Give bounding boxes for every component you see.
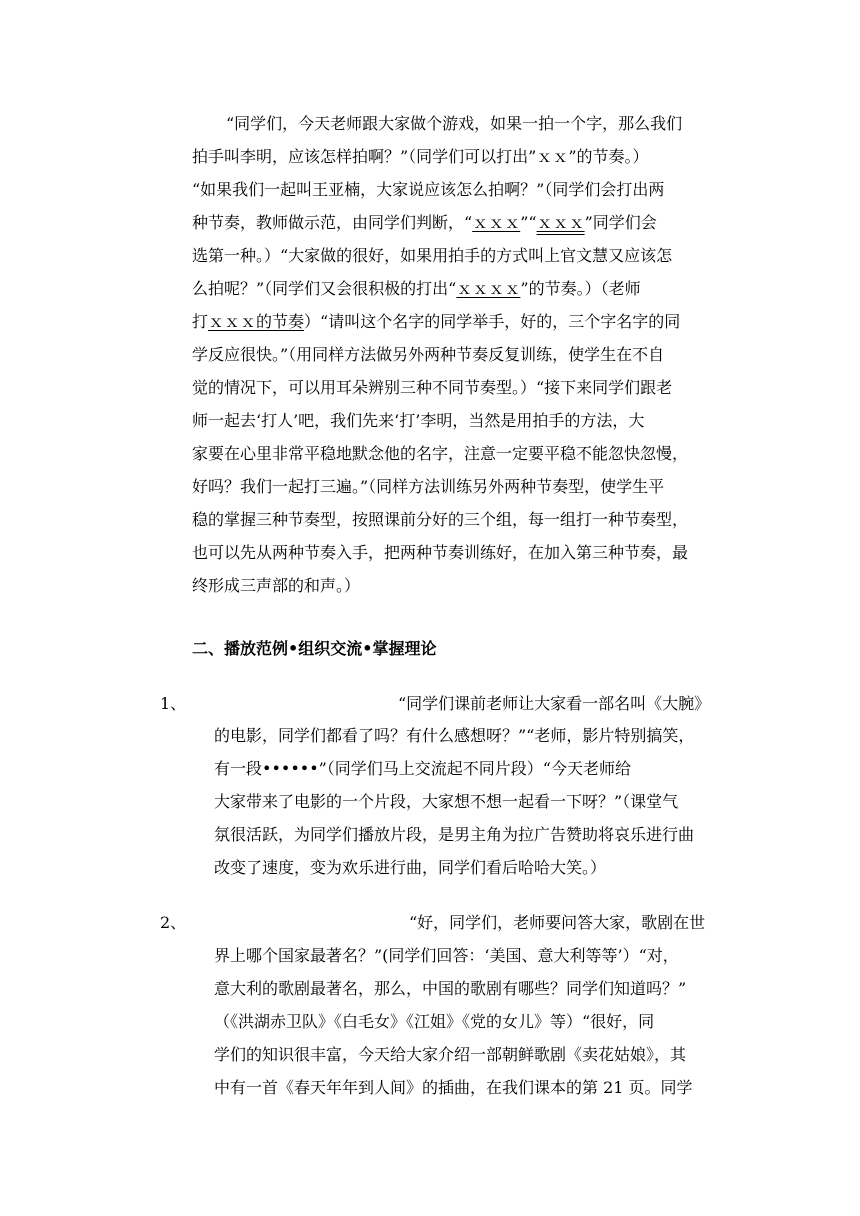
paragraph-line [192, 312, 680, 332]
list-item-line: “好，同学们，老师要问答大家，歌剧在世 [409, 913, 706, 932]
list-item-line: 的电影，同学们都看了吗？有什么感想呀？”“老师，影片特别搞笑， [214, 726, 695, 745]
list-item-line: 改变了速度，变为欢乐进行曲，同学们看后哈哈大笑。） [214, 858, 607, 877]
paragraph-line: 好吗？我们一起打三遍。”（同样方法训练另外两种节奏型，使学生平 [192, 477, 665, 496]
list-number: 2、 [160, 913, 187, 932]
list-item-line: （《洪湖赤卫队》《白毛女》《江姐》《党的女儿》等）“很好，同 [214, 1012, 655, 1031]
paragraph-line: 选第一种。）“大家做的很好，如果用拍手的方式叫上官文慧又应该怎 [192, 246, 673, 265]
list-item-line: 界上哪个国家最著名？”(同学们回答：‘美国、意大利等等’）“对， [214, 946, 679, 965]
list-number: 1、 [160, 694, 187, 713]
paragraph-line: 终形成三声部的和声。） [192, 576, 361, 595]
paragraph-line: “如果我们一起叫王亚楠，大家说应该怎么拍啊？”（同学们会打出两 [192, 180, 665, 199]
paragraph-line: “同学们，今天老师跟大家做个游戏，如果一拍一个字，那么我们 [226, 114, 683, 133]
text-run: ”“ [520, 213, 537, 232]
paragraph-line [192, 213, 657, 233]
rhythm-notation: ｘｘｘ [536, 213, 585, 232]
text-run: 种节奏，教师做示范，由同学们判断，“ [192, 213, 473, 232]
list-item-line: “同学们课前老师让大家看一部名叫《大腕》 [398, 694, 711, 713]
list-item-line: 大家带来了电影的一个片段，大家想不想一起看一下呀？”（课堂气 [214, 792, 679, 811]
rhythm-notation: ｘｘｘｘ [456, 279, 521, 298]
text-run: 么拍呢？”（同学们又会很积极的打出“ [192, 279, 457, 298]
text-run: ）“请叫这个名字的同学举手，好的，三个字名字的同 [304, 312, 681, 331]
list-item-line: 氛很活跃，为同学们播放片段，是男主角为拉广告赞助将哀乐进行曲 [214, 825, 695, 844]
paragraph-line: 师一起去‘打人’吧，我们先来‘打’李明，当然是用拍手的方法，大 [192, 411, 645, 430]
list-item-line: 学们的知识很丰富，今天给大家介绍一部朝鲜歌剧《卖花姑娘》，其 [214, 1045, 687, 1064]
rhythm-notation: ｘｘｘ [472, 213, 521, 232]
list-item-line: 有一段••••••”（同学们马上交流起不同片段）“今天老师给 [214, 759, 631, 778]
paragraph-line: 也可以先从两种节奏入手，把两种节奏训练好，在加入第三种节奏，最 [192, 543, 689, 562]
list-item-line: 中有一首《春天年年到人间》的插曲，在我们课本的第 21 页。同学 [214, 1078, 693, 1097]
list-item-line: 意大利的歌剧最著名，那么，中国的歌剧有哪些？同学们知道吗？” [214, 979, 687, 998]
section-heading: 二、播放范例•组织交流•掌握理论 [192, 639, 437, 658]
paragraph-line: 稳的掌握三种节奏型，按照课前分好的三个组，每一组打一种节奏型， [192, 510, 689, 529]
paragraph-line: 觉的情况下，可以用耳朵辨别三种不同节奏型。）“接下来同学们跟老 [192, 378, 673, 397]
text-run: ”的节奏。）（老师 [520, 279, 641, 298]
paragraph-line: 学反应很快。”（用同样方法做另外两种节奏反复训练，使学生在不自 [192, 345, 665, 364]
paragraph-line: 拍手叫李明，应该怎样拍啊？”（同学们可以打出”ｘｘ”的节奏。） [192, 147, 649, 166]
paragraph-line: 家要在心里非常平稳地默念他的名字，注意一定要平稳不能忽快忽慢， [192, 444, 689, 463]
paragraph-line [192, 279, 641, 299]
text-run: 打 [192, 312, 209, 331]
rhythm-notation: ｘｘｘ的节奏 [208, 312, 305, 331]
text-run: ”同学们会 [584, 213, 657, 232]
